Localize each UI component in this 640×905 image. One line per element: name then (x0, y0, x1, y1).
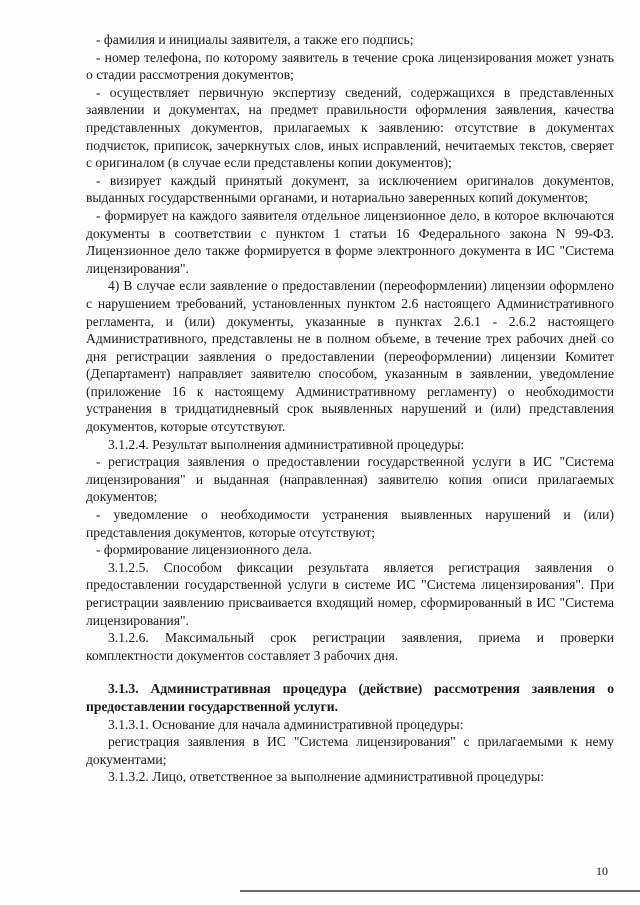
paragraph: - номер телефона, по которому заявитель в течение срока лицензирования может узнать о стадии рассмотрения документов; (86, 49, 614, 83)
section-heading: 3.1.3. Административная процедура (действие) рассмотрения заявления о предоставлении государственной услуги. (86, 681, 614, 714)
paragraph: - формирование лицензионного дела. (96, 542, 312, 558)
page-number: 10 (596, 864, 608, 878)
document-body (86, 31, 614, 786)
paragraph: 3.1.2.5. Способом фиксации результата является регистрация заявления о предоставлении государственной услуги в системе ИС "Система лицензирования". При регистрации заявлению присваивается входящий номер, сформированный в ИС "Система лицензирования". (86, 559, 614, 628)
paragraph: - формирует на каждого заявителя отдельное лицензионное дело, в которое включаются документы в соответствии с пунктом 1 статьи 16 Федерального закона N 99-ФЗ. Лицензионное дело также формируется в форме электронного документа в ИС "Система лицензирования". (86, 207, 614, 276)
paragraph: - визирует каждый принятый документ, за исключением оригиналов документов, выданных государственными органами, и нотариально заверенных копий документов; (86, 172, 614, 206)
paragraph: 3.1.2.4. Результат выполнения административной процедуры: (108, 436, 465, 452)
paragraph: 4) В случае если заявление о предоставлении (переоформлении) лицензии оформлено с нарушением требований, установленных пунктом 2.6 настоящего Административного регламента, и (или) документы, указанные в пунктах 2.6.1 - 2.6.2 настоящего Административного, представлены не в полном объеме, в течение трех рабочих дней со дня регистрации заявления о предоставлении (переоформлении) лицензии Комитет (Департамент) направляет заявителю способом, указанным в заявлении, уведомление (приложение 16 к настоящему Административному регламенту) о необходимости устранения в тридцатидневный срок выявленных нарушений и (или) представления документов, которые отсутствуют. (86, 278, 614, 435)
paragraph: 3.1.3.2. Лицо, ответственное за выполнение административной процедуры: (108, 769, 544, 785)
section-gap (86, 664, 614, 680)
paragraph: регистрация заявления в ИС "Система лицензирования" с прилагаемыми к нему документами; (86, 734, 614, 767)
paragraph: 3.1.2.6. Максимальный срок регистрации заявления, приема и проверки комплектности документов составляет 3 рабочих дня. (86, 630, 614, 663)
paragraph: 3.1.3.1. Основание для начала административной процедуры: (108, 716, 464, 732)
paragraph: - осуществляет первичную экспертизу сведений, содержащихся в представленных заявлении и документах, на предмет правильности оформления заявления, качества представленных документов, прилагаемых к заявлению: отсутствие в документах подчисток, приписок, зачеркнутых слов, иных исправлений, нечитаемых текстов, сверяет с оригиналом (в случае если представлены копии документов); (86, 84, 614, 171)
paragraph: - регистрация заявления о предоставлении государственной услуги в ИС "Система лицензирования" и выданная (направленная) заявителю копия описи прилагаемых документов; (86, 454, 614, 505)
scan-edge-line (240, 890, 640, 892)
paragraph: - уведомление о необходимости устранения выявленных нарушений и (или) представления документов, которые отсутствуют; (86, 507, 614, 540)
paragraph: - фамилия и инициалы заявителя, а также его подпись; (96, 32, 414, 47)
